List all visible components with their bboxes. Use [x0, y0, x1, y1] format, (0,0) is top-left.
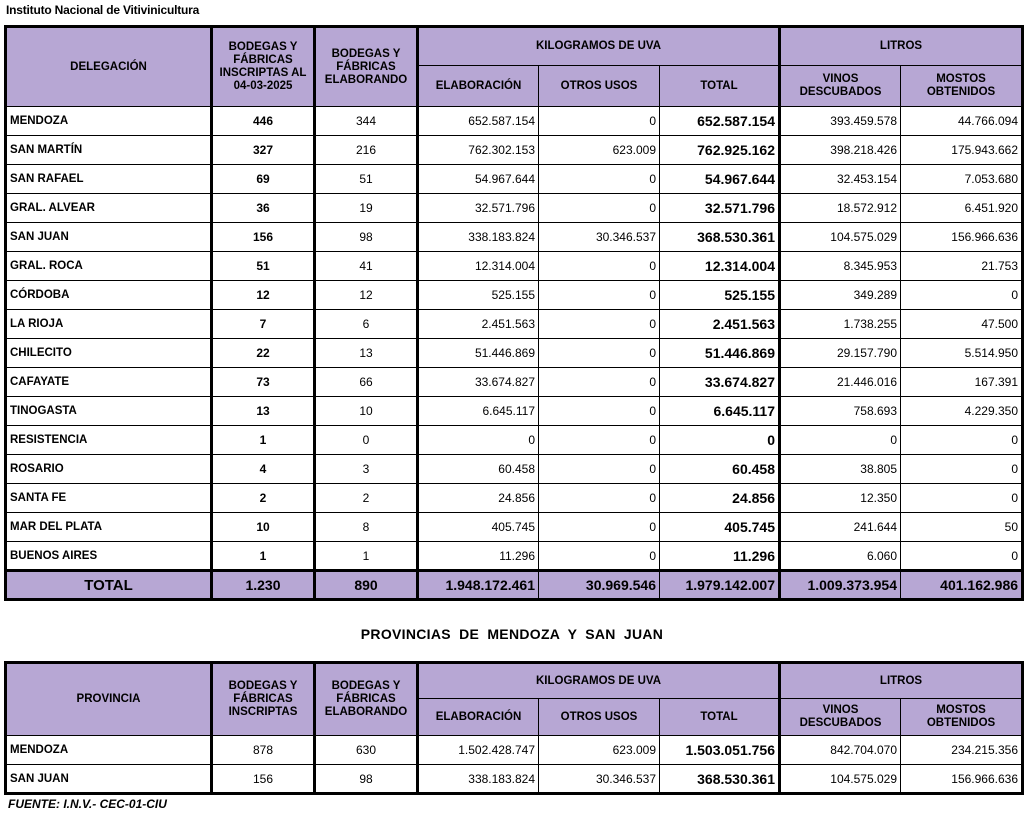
cell-mostos: 167.391: [901, 368, 1023, 397]
header-vinos: VINOS DESCUBADOS: [780, 699, 901, 736]
header-otros-usos: OTROS USOS: [539, 699, 660, 736]
cell-vinos: 349.289: [780, 281, 901, 310]
table-row: [6, 455, 1023, 484]
cell-kg-otros: 0: [539, 397, 660, 426]
total-row: [6, 571, 1023, 600]
cell-kg-otros: 0: [539, 368, 660, 397]
cell-kg-total: 54.967.644: [660, 165, 780, 194]
cell-mostos: 0: [901, 484, 1023, 513]
cell-vinos: 1.738.255: [780, 310, 901, 339]
cell-name: CHILECITO: [6, 339, 212, 368]
header-bodegas-inscriptas: BODEGAS Y FÁBRICAS INSCRIPTAS: [212, 663, 315, 736]
cell-kg-elab: 1.502.428.747: [418, 736, 539, 765]
table-row: [6, 107, 1023, 136]
cell-vinos: 6.060: [780, 542, 901, 571]
cell-kg-total: 762.925.162: [660, 136, 780, 165]
cell-elab: 10: [315, 397, 418, 426]
table-row: [6, 542, 1023, 571]
cell-kg-total: 51.446.869: [660, 339, 780, 368]
cell-kg-otros: 30.969.546: [539, 571, 660, 600]
cell-kg-otros: 30.346.537: [539, 765, 660, 794]
cell-kg-total: 0: [660, 426, 780, 455]
cell-vinos: 393.459.578: [780, 107, 901, 136]
header-litros: LITROS: [780, 27, 1023, 66]
cell-kg-elab: 51.446.869: [418, 339, 539, 368]
cell-kg-total: 11.296: [660, 542, 780, 571]
cell-kg-elab: 405.745: [418, 513, 539, 542]
cell-kg-total: 24.856: [660, 484, 780, 513]
cell-kg-total: 2.451.563: [660, 310, 780, 339]
cell-insc: 446: [212, 107, 315, 136]
cell-insc: 12: [212, 281, 315, 310]
cell-kg-otros: 0: [539, 513, 660, 542]
cell-kg-elab: 0: [418, 426, 539, 455]
cell-name: SAN RAFAEL: [6, 165, 212, 194]
cell-name: ROSARIO: [6, 455, 212, 484]
cell-kg-elab: 33.674.827: [418, 368, 539, 397]
cell-mostos: 401.162.986: [901, 571, 1023, 600]
table-row: [6, 765, 1023, 794]
cell-vinos: 104.575.029: [780, 223, 901, 252]
cell-kg-total: 1.503.051.756: [660, 736, 780, 765]
provincias-table: [4, 661, 1024, 795]
cell-name: MENDOZA: [6, 736, 212, 765]
cell-name: GRAL. ROCA: [6, 252, 212, 281]
cell-elab: 19: [315, 194, 418, 223]
cell-elab: 98: [315, 223, 418, 252]
cell-vinos: 32.453.154: [780, 165, 901, 194]
cell-kg-total: 60.458: [660, 455, 780, 484]
cell-mostos: 44.766.094: [901, 107, 1023, 136]
cell-elab: 216: [315, 136, 418, 165]
table-row: [6, 513, 1023, 542]
cell-name: BUENOS AIRES: [6, 542, 212, 571]
cell-vinos: 21.446.016: [780, 368, 901, 397]
cell-kg-elab: 60.458: [418, 455, 539, 484]
cell-mostos: 7.053.680: [901, 165, 1023, 194]
cell-kg-elab: 32.571.796: [418, 194, 539, 223]
section-subtitle: PROVINCIAS DE MENDOZA Y SAN JUAN: [360, 626, 664, 642]
cell-insc: 69: [212, 165, 315, 194]
table-row: [6, 397, 1023, 426]
cell-mostos: 4.229.350: [901, 397, 1023, 426]
cell-elab: 344: [315, 107, 418, 136]
cell-name: MAR DEL PLATA: [6, 513, 212, 542]
cell-insc: 1.230: [212, 571, 315, 600]
cell-insc: 327: [212, 136, 315, 165]
cell-kg-otros: 623.009: [539, 136, 660, 165]
cell-kg-otros: 30.346.537: [539, 223, 660, 252]
cell-kg-elab: 525.155: [418, 281, 539, 310]
table-row: [6, 136, 1023, 165]
header-vinos: VINOS DESCUBADOS: [780, 66, 901, 107]
cell-insc: 156: [212, 223, 315, 252]
header-total: TOTAL: [660, 699, 780, 736]
cell-kg-otros: 0: [539, 339, 660, 368]
cell-elab: 2: [315, 484, 418, 513]
cell-name: CAFAYATE: [6, 368, 212, 397]
cell-name: SANTA FE: [6, 484, 212, 513]
cell-kg-otros: 0: [539, 165, 660, 194]
cell-insc: 10: [212, 513, 315, 542]
cell-insc: 51: [212, 252, 315, 281]
header-total: TOTAL: [660, 66, 780, 107]
cell-insc: 2: [212, 484, 315, 513]
cell-elab: 890: [315, 571, 418, 600]
cell-insc: 1: [212, 426, 315, 455]
cell-mostos: 50: [901, 513, 1023, 542]
table-row: [6, 194, 1023, 223]
cell-kg-total: 6.645.117: [660, 397, 780, 426]
cell-insc: 36: [212, 194, 315, 223]
table-row: [6, 281, 1023, 310]
header-bodegas-inscriptas: BODEGAS Y FÁBRICAS INSCRIPTAS AL 04-03-2025: [212, 27, 315, 107]
cell-vinos: 38.805: [780, 455, 901, 484]
cell-mostos: 6.451.920: [901, 194, 1023, 223]
cell-kg-otros: 0: [539, 281, 660, 310]
header-elaboracion: ELABORACIÓN: [418, 699, 539, 736]
cell-vinos: 398.218.426: [780, 136, 901, 165]
cell-kg-elab: 2.451.563: [418, 310, 539, 339]
cell-insc: 156: [212, 765, 315, 794]
cell-kg-total: 368.530.361: [660, 223, 780, 252]
cell-elab: 1: [315, 542, 418, 571]
cell-vinos: 29.157.790: [780, 339, 901, 368]
cell-name: MENDOZA: [6, 107, 212, 136]
cell-insc: 73: [212, 368, 315, 397]
cell-mostos: 5.514.950: [901, 339, 1023, 368]
cell-kg-elab: 1.948.172.461: [418, 571, 539, 600]
cell-elab: 630: [315, 736, 418, 765]
cell-vinos: 842.704.070: [780, 736, 901, 765]
cell-kg-total: 368.530.361: [660, 765, 780, 794]
cell-mostos: 175.943.662: [901, 136, 1023, 165]
cell-insc: 4: [212, 455, 315, 484]
header-delegacion: DELEGACIÓN: [6, 27, 212, 107]
cell-elab: 3: [315, 455, 418, 484]
cell-elab: 13: [315, 339, 418, 368]
cell-mostos: 0: [901, 542, 1023, 571]
cell-insc: 878: [212, 736, 315, 765]
header-kilogramos: KILOGRAMOS DE UVA: [418, 663, 780, 699]
header-bodegas-elaborando: BODEGAS Y FÁBRICAS ELABORANDO: [315, 27, 418, 107]
cell-kg-elab: 54.967.644: [418, 165, 539, 194]
cell-name: RESISTENCIA: [6, 426, 212, 455]
cell-mostos: 156.966.636: [901, 765, 1023, 794]
cell-vinos: 758.693: [780, 397, 901, 426]
cell-kg-otros: 0: [539, 194, 660, 223]
table-row: [6, 310, 1023, 339]
cell-mostos: 47.500: [901, 310, 1023, 339]
header-otros-usos: OTROS USOS: [539, 66, 660, 107]
cell-kg-total: 1.979.142.007: [660, 571, 780, 600]
cell-insc: 7: [212, 310, 315, 339]
cell-name: SAN JUAN: [6, 223, 212, 252]
cell-elab: 8: [315, 513, 418, 542]
cell-mostos: 0: [901, 455, 1023, 484]
cell-kg-elab: 6.645.117: [418, 397, 539, 426]
header-kilogramos: KILOGRAMOS DE UVA: [418, 27, 780, 66]
cell-insc: 13: [212, 397, 315, 426]
table-row: [6, 252, 1023, 281]
cell-kg-elab: 338.183.824: [418, 765, 539, 794]
table-row: [6, 484, 1023, 513]
cell-kg-total: 33.674.827: [660, 368, 780, 397]
cell-kg-elab: 24.856: [418, 484, 539, 513]
cell-vinos: 18.572.912: [780, 194, 901, 223]
cell-insc: 22: [212, 339, 315, 368]
organization-title: Instituto Nacional de Vitivinicultura: [6, 3, 200, 17]
cell-elab: 66: [315, 368, 418, 397]
cell-kg-otros: 0: [539, 455, 660, 484]
cell-name: LA RIOJA: [6, 310, 212, 339]
cell-name: SAN JUAN: [6, 765, 212, 794]
cell-kg-otros: 0: [539, 107, 660, 136]
cell-kg-total: 32.571.796: [660, 194, 780, 223]
cell-name: CÓRDOBA: [6, 281, 212, 310]
delegaciones-table: [4, 25, 1024, 601]
cell-vinos: 241.644: [780, 513, 901, 542]
cell-vinos: 0: [780, 426, 901, 455]
cell-kg-otros: 0: [539, 252, 660, 281]
cell-vinos: 12.350: [780, 484, 901, 513]
cell-mostos: 0: [901, 281, 1023, 310]
cell-elab: 41: [315, 252, 418, 281]
cell-kg-total: 652.587.154: [660, 107, 780, 136]
header-mostos: MOSTOS OBTENIDOS: [901, 699, 1023, 736]
source-note: FUENTE: I.N.V.- CEC-01-CIU: [8, 797, 167, 811]
cell-elab: 51: [315, 165, 418, 194]
table-row: [6, 165, 1023, 194]
cell-kg-otros: 0: [539, 484, 660, 513]
cell-mostos: 0: [901, 426, 1023, 455]
cell-kg-otros: 0: [539, 310, 660, 339]
table-row: [6, 339, 1023, 368]
cell-name: TOTAL: [6, 571, 212, 600]
header-provincia: PROVINCIA: [6, 663, 212, 736]
cell-elab: 12: [315, 281, 418, 310]
cell-elab: 0: [315, 426, 418, 455]
cell-vinos: 8.345.953: [780, 252, 901, 281]
cell-kg-elab: 652.587.154: [418, 107, 539, 136]
header-mostos: MOSTOS OBTENIDOS: [901, 66, 1023, 107]
cell-name: TINOGASTA: [6, 397, 212, 426]
cell-name: GRAL. ALVEAR: [6, 194, 212, 223]
cell-vinos: 1.009.373.954: [780, 571, 901, 600]
header-elaboracion: ELABORACIÓN: [418, 66, 539, 107]
cell-kg-elab: 762.302.153: [418, 136, 539, 165]
cell-mostos: 234.215.356: [901, 736, 1023, 765]
cell-mostos: 156.966.636: [901, 223, 1023, 252]
table-row: [6, 368, 1023, 397]
cell-name: SAN MARTÍN: [6, 136, 212, 165]
cell-insc: 1: [212, 542, 315, 571]
cell-vinos: 104.575.029: [780, 765, 901, 794]
cell-kg-otros: 0: [539, 542, 660, 571]
cell-kg-otros: 623.009: [539, 736, 660, 765]
header-bodegas-elaborando: BODEGAS Y FÁBRICAS ELABORANDO: [315, 663, 418, 736]
cell-kg-total: 525.155: [660, 281, 780, 310]
table-row: [6, 426, 1023, 455]
header-litros: LITROS: [780, 663, 1023, 699]
table-row: [6, 736, 1023, 765]
cell-kg-total: 405.745: [660, 513, 780, 542]
cell-elab: 6: [315, 310, 418, 339]
cell-kg-elab: 11.296: [418, 542, 539, 571]
table-row: [6, 223, 1023, 252]
cell-kg-elab: 338.183.824: [418, 223, 539, 252]
cell-kg-elab: 12.314.004: [418, 252, 539, 281]
cell-mostos: 21.753: [901, 252, 1023, 281]
cell-kg-total: 12.314.004: [660, 252, 780, 281]
cell-elab: 98: [315, 765, 418, 794]
cell-kg-otros: 0: [539, 426, 660, 455]
